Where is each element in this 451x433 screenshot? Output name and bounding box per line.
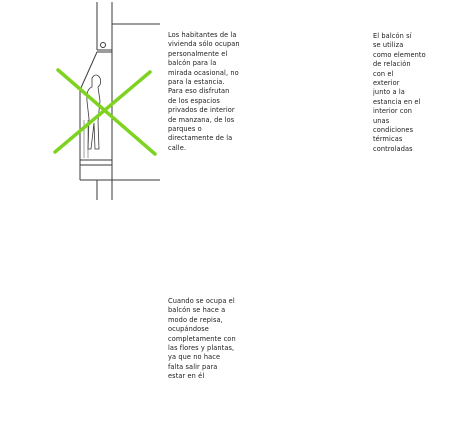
panel-3-caption: Cuando se ocupa el balcón se hace a modo de repisa, ocupándose completamente con las flores y plantas, ya que no hace falta salir para estar en él bbox=[168, 297, 236, 381]
cross-mark bbox=[55, 70, 155, 154]
panel-1-caption: Los habitantes de la vivienda sólo ocupan personalmente el balcón para la mirada ocasional, no para la estancia. Para eso disfrutan de los espacios privados de interior de manzana, de los parques o directamente de la calle. bbox=[168, 31, 240, 152]
panel-2-caption: El balcón sí se utiliza como elemento de relación con el exterior junto a la estancia en el interior con unas condiciones térmicas controladas bbox=[373, 32, 426, 153]
